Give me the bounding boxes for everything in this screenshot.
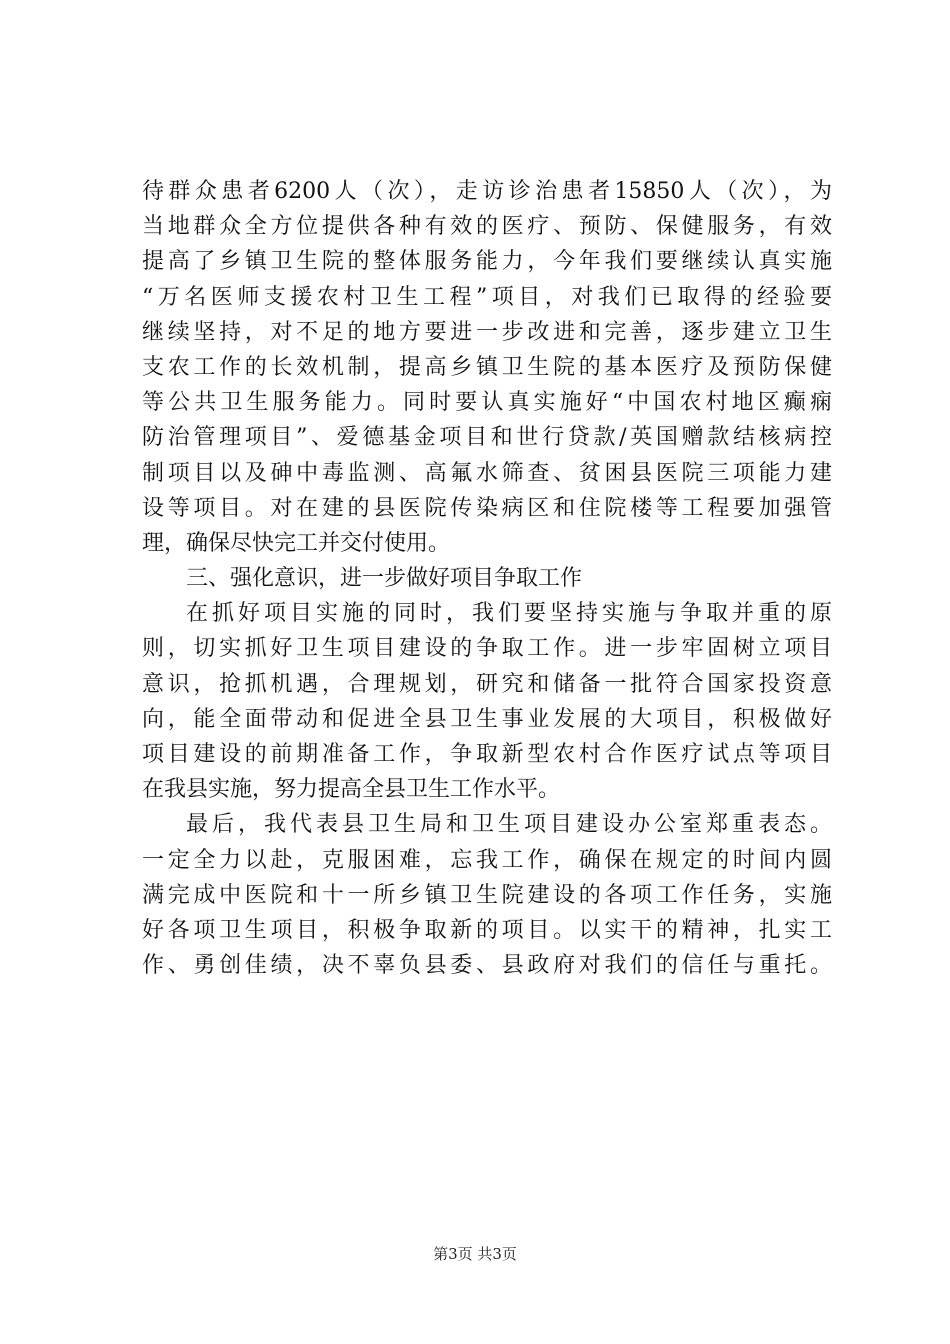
page-footer bbox=[0, 1244, 950, 1264]
body-line: 继续坚持，对不足的地方要进一步改进和完善，逐步建立卫生 bbox=[142, 319, 832, 345]
body-line: 好各项卫生项目，积极争取新的项目。以实干的精神，扎实工 bbox=[142, 917, 832, 943]
body-line: 在我县实施，努力提高全县卫生工作水平。 bbox=[142, 777, 561, 803]
body-line: 则，切实抓好卫生项目建设的争取工作。进一步牢固树立项目 bbox=[142, 636, 832, 662]
body-line: 理，确保尽快完工并交付使用。 bbox=[142, 530, 451, 556]
page-number: 第3页 共3页 bbox=[433, 1245, 517, 1263]
body-line: 项目建设的前期准备工作，争取新型农村合作医疗试点等项目 bbox=[142, 742, 832, 767]
body-line: 支农工作的长效机制，提高乡镇卫生院的基本医疗及预防保健 bbox=[142, 354, 832, 380]
body-line: 当地群众全方位提供各种有效的医疗、预防、保健服务，有效 bbox=[142, 214, 832, 240]
body-line: 在抓好项目实施的同时，我们要坚持实施与争取并重的原 bbox=[186, 601, 832, 627]
body-line: 防治管理项目”、爱德基金项目和世行贷款/英国赠款结核病控 bbox=[142, 425, 832, 451]
document-body bbox=[142, 174, 832, 983]
body-line: 向，能全面带动和促进全县卫生事业发展的大项目，积极做好 bbox=[142, 706, 832, 732]
body-line: “万名医师支援农村卫生工程”项目，对我们已取得的经验要 bbox=[142, 284, 832, 310]
section-heading: 三、强化意识，进一步做好项目争取工作 bbox=[186, 566, 583, 592]
body-line: 提高了乡镇卫生院的整体服务能力，今年我们要继续认真实施 bbox=[142, 249, 832, 275]
body-line: 等公共卫生服务能力。同时要认真实施好“中国农村地区癫痫 bbox=[142, 390, 832, 416]
body-line: 一定全力以赴，克服困难，忘我工作，确保在规定的时间内圆 bbox=[142, 847, 832, 873]
body-line: 待群众患者6200人（次），走访诊治患者15850人（次），为 bbox=[142, 179, 832, 204]
body-line: 满完成中医院和十一所乡镇卫生院建设的各项工作任务，实施 bbox=[142, 882, 832, 908]
body-line: 最后，我代表县卫生局和卫生项目建设办公室郑重表态。 bbox=[186, 812, 832, 838]
body-line: 作、勇创佳绩，决不辜负县委、县政府对我们的信任与重托。 bbox=[142, 953, 832, 979]
body-line: 设等项目。对在建的县医院传染病区和住院楼等工程要加强管 bbox=[142, 495, 832, 521]
body-line: 意识，抢抓机遇，合理规划，研究和储备一批符合国家投资意 bbox=[142, 671, 832, 697]
body-line: 制项目以及砷中毒监测、高氟水筛查、贫困县医院三项能力建 bbox=[142, 460, 832, 486]
